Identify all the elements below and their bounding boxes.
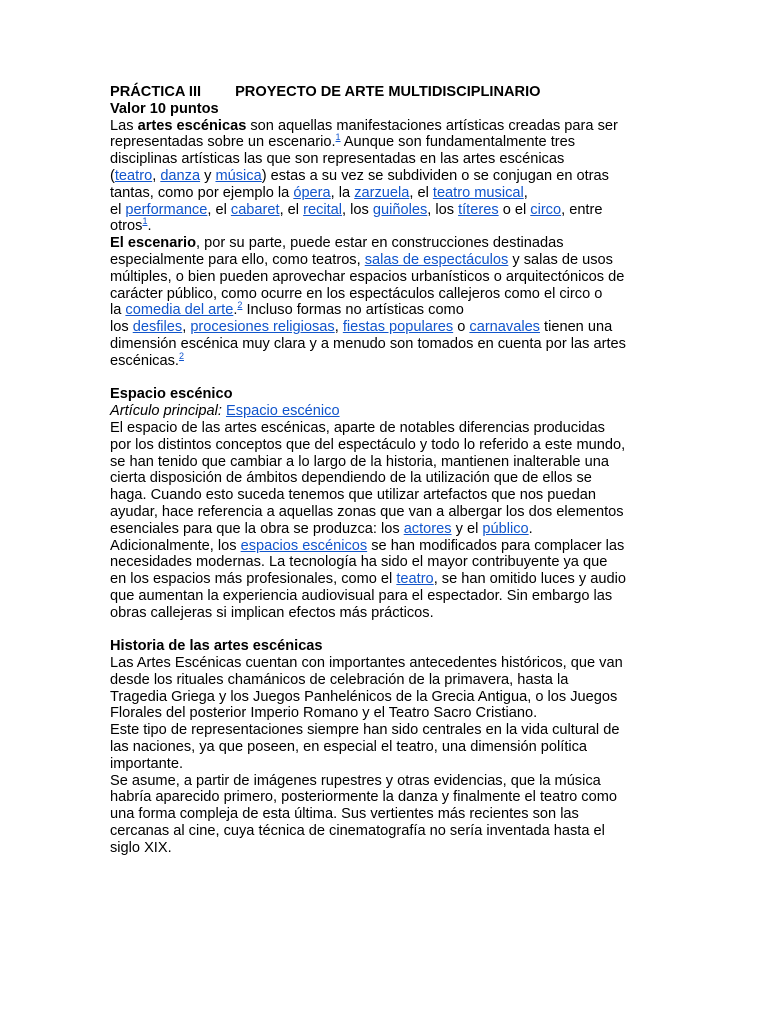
paragraph-gap — [110, 370, 658, 387]
text: , el — [409, 184, 433, 201]
link-cabaret[interactable]: cabaret — [230, 201, 280, 218]
intro-line — [110, 202, 658, 219]
text: y salas de usos — [508, 251, 613, 268]
text: o el — [498, 201, 531, 218]
term-artes-escenicas: artes escénicas — [137, 117, 247, 134]
intro-line — [110, 218, 658, 235]
text: . — [233, 302, 238, 319]
text: . — [528, 520, 533, 537]
historia-line: habría aparecido primero, posteriormente la danza y finalmente el teatro como — [110, 789, 617, 806]
text: , el — [207, 201, 231, 218]
link-titeres[interactable]: títeres — [458, 201, 499, 218]
historia-line: Florales del posterior Imperio Romano y el Teatro Sacro Cristiano. — [110, 705, 538, 722]
link-guinoles[interactable]: guiñoles — [372, 201, 428, 218]
link-espacio-escenico[interactable]: Espacio escénico — [226, 403, 340, 420]
link-teatro[interactable]: teatro — [114, 167, 153, 184]
term-escenario: El escenario — [110, 235, 196, 252]
historia-line: las naciones, ya que poseen, en especial el teatro, una dimensión política — [110, 739, 588, 756]
section-heading — [110, 638, 658, 655]
text: , los — [342, 201, 373, 218]
escenario-line — [110, 336, 658, 353]
paragraph-gap — [110, 622, 658, 639]
historia-line: Este tipo de representaciones siempre han sido centrales en la vida cultural de — [110, 722, 620, 739]
historia-line: siglo XIX. — [110, 839, 172, 856]
text: escénicas. — [110, 352, 179, 369]
footnote-link[interactable]: 2 — [237, 300, 243, 311]
text: o — [453, 319, 470, 336]
link-performance[interactable]: performance — [125, 201, 208, 218]
text: el — [110, 201, 126, 218]
intro-line — [110, 168, 658, 185]
espacio-line: cierta disposición de ámbitos dependiendo de la utilización que de ellos se — [110, 470, 592, 487]
heading-historia: Historia de las artes escénicas — [110, 638, 323, 655]
espacio-line — [110, 538, 658, 555]
link-espacios-escenicos[interactable]: espacios escénicos — [240, 537, 368, 554]
espacio-line: por los distintos conceptos que del espectáculo y todo lo referido a este mundo, — [110, 436, 626, 453]
value-line — [110, 101, 658, 118]
espacio-line: necesidades modernas. La tecnología ha sido el mayor contribuyente ya que — [110, 554, 608, 571]
link-musica[interactable]: música — [215, 167, 262, 184]
project-title: PROYECTO DE ARTE MULTIDISCIPLINARIO — [235, 84, 541, 100]
text: especialmente para ello, como teatros, — [110, 251, 365, 268]
text: , los — [427, 201, 459, 218]
text: , — [523, 184, 528, 201]
text: disciplinas artísticas las que son representadas en las artes escénicas — [110, 151, 565, 168]
text: , por su parte, puede estar en construcciones destinadas — [196, 235, 564, 252]
text: la — [110, 302, 126, 319]
main-article-line — [110, 403, 658, 420]
text: representadas sobre un escenario. — [110, 134, 336, 151]
text: . — [147, 218, 152, 235]
intro-line — [110, 185, 658, 202]
text: Incluso formas no artísticas como — [242, 302, 464, 319]
footnote-link[interactable]: 1 — [142, 216, 148, 227]
text: ( — [110, 167, 115, 184]
intro-line — [110, 134, 658, 151]
espacio-line: haga. Cuando esto suceda tenemos que utilizar artefactos que nos puedan — [110, 487, 596, 504]
espacio-line: obras callejeras si implican efectos más prácticos. — [110, 604, 434, 621]
link-desfiles[interactable]: desfiles — [132, 319, 183, 336]
link-comedia-del-arte[interactable]: comedia del arte — [125, 302, 234, 319]
link-zarzuela[interactable]: zarzuela — [354, 184, 410, 201]
escenario-line — [110, 269, 658, 286]
heading-espacio-escenico: Espacio escénico — [110, 386, 233, 403]
historia-line: una forma compleja de esta última. Sus vertientes más recientes son las — [110, 806, 579, 823]
link-actores[interactable]: actores — [403, 520, 452, 537]
historia-line: Tragedia Griega y los Juegos Panhelénicos de la Grecia Antigua, o los Juegos — [110, 688, 618, 705]
text: son aquellas manifestaciones artísticas creadas para ser — [246, 117, 618, 134]
footnote-link[interactable]: 2 — [178, 350, 184, 361]
text: , — [152, 167, 161, 184]
espacio-line — [110, 571, 658, 588]
footnote-link[interactable]: 1 — [335, 132, 341, 143]
link-carnavales[interactable]: carnavales — [469, 319, 540, 336]
link-circo[interactable]: circo — [530, 201, 562, 218]
text: Las — [110, 117, 138, 134]
text: ) estas a su vez se subdividen o se conjugan en otras — [261, 167, 609, 184]
document-page — [110, 84, 658, 857]
intro-line — [110, 118, 658, 135]
espacio-line: El espacio de las artes escénicas, aparte de notables diferencias producidas — [110, 419, 605, 436]
link-procesiones-religiosas[interactable]: procesiones religiosas — [190, 319, 335, 336]
text: , se han omitido luces y audio — [433, 571, 626, 588]
text: en los espacios más profesionales, como el — [110, 571, 397, 588]
text: esenciales para que la obra se produzca: los — [110, 520, 404, 537]
link-publico[interactable]: público — [482, 520, 529, 537]
main-article-label: Artículo principal: — [110, 403, 226, 420]
text: los — [110, 319, 133, 336]
text: , el — [279, 201, 304, 218]
historia-line: desde los rituales chamánicos de celebración de la primavera, hasta la — [110, 671, 569, 688]
text: dimensión escénica muy clara y a menudo son tomados en cuenta por las artes — [110, 335, 626, 352]
espacio-line: que aumentan la experiencia audiovisual para el espectador. Sin embargo las — [110, 587, 613, 604]
link-teatro-2[interactable]: teatro — [396, 571, 434, 588]
link-recital[interactable]: recital — [303, 201, 343, 218]
espacio-line — [110, 521, 658, 538]
link-opera[interactable]: ópera — [293, 184, 331, 201]
text: carácter público, como ocurre en los espectáculos callejeros como el circo o — [110, 285, 603, 302]
historia-line: Las Artes Escénicas cuentan con importantes antecedentes históricos, que van — [110, 655, 623, 672]
link-teatro-musical[interactable]: teatro musical — [432, 184, 524, 201]
text: Aunque son fundamentalmente tres — [340, 134, 576, 151]
text: Adicionalmente, los — [110, 537, 241, 554]
escenario-line — [110, 235, 658, 252]
link-fiestas-populares[interactable]: fiestas populares — [342, 319, 454, 336]
link-salas-espectaculos[interactable]: salas de espectáculos — [364, 251, 509, 268]
escenario-line — [110, 319, 658, 336]
practice-label: PRÁCTICA III — [110, 84, 202, 100]
historia-line: cercanas al cine, cuya técnica de cinematografía no sería inventada hasta el — [110, 823, 605, 840]
text: , — [334, 319, 343, 336]
historia-line: Se asume, a partir de imágenes rupestres y otras evidencias, que la música — [110, 772, 601, 789]
value-label: Valor 10 puntos — [110, 100, 219, 117]
text: tantas, como por ejemplo la — [110, 184, 294, 201]
text: se han modificados para complacer las — [367, 537, 625, 554]
text: , — [182, 319, 191, 336]
text: , la — [330, 184, 355, 201]
link-danza[interactable]: danza — [160, 167, 201, 184]
text: tienen una — [539, 319, 613, 336]
espacio-line: ayudar, hace referencia a aquellas zonas que van a albergar los dos elementos — [110, 503, 624, 520]
text: y el — [451, 520, 483, 537]
espacio-line: se han tenido que cambiar a lo largo de la historia, mantienen inalterable una — [110, 453, 609, 470]
escenario-line — [110, 350, 658, 370]
document-title — [110, 84, 658, 101]
intro-line — [110, 151, 658, 168]
section-heading — [110, 386, 658, 403]
escenario-line — [110, 252, 658, 269]
escenario-line — [110, 302, 658, 319]
historia-line: importante. — [110, 755, 184, 772]
text: , entre — [561, 201, 603, 218]
text: otros — [110, 218, 143, 235]
text: múltiples, o bien pueden aprovechar espacios urbanísticos o arquitectónicos de — [110, 268, 625, 285]
escenario-line — [110, 286, 658, 303]
text: y — [200, 167, 216, 184]
